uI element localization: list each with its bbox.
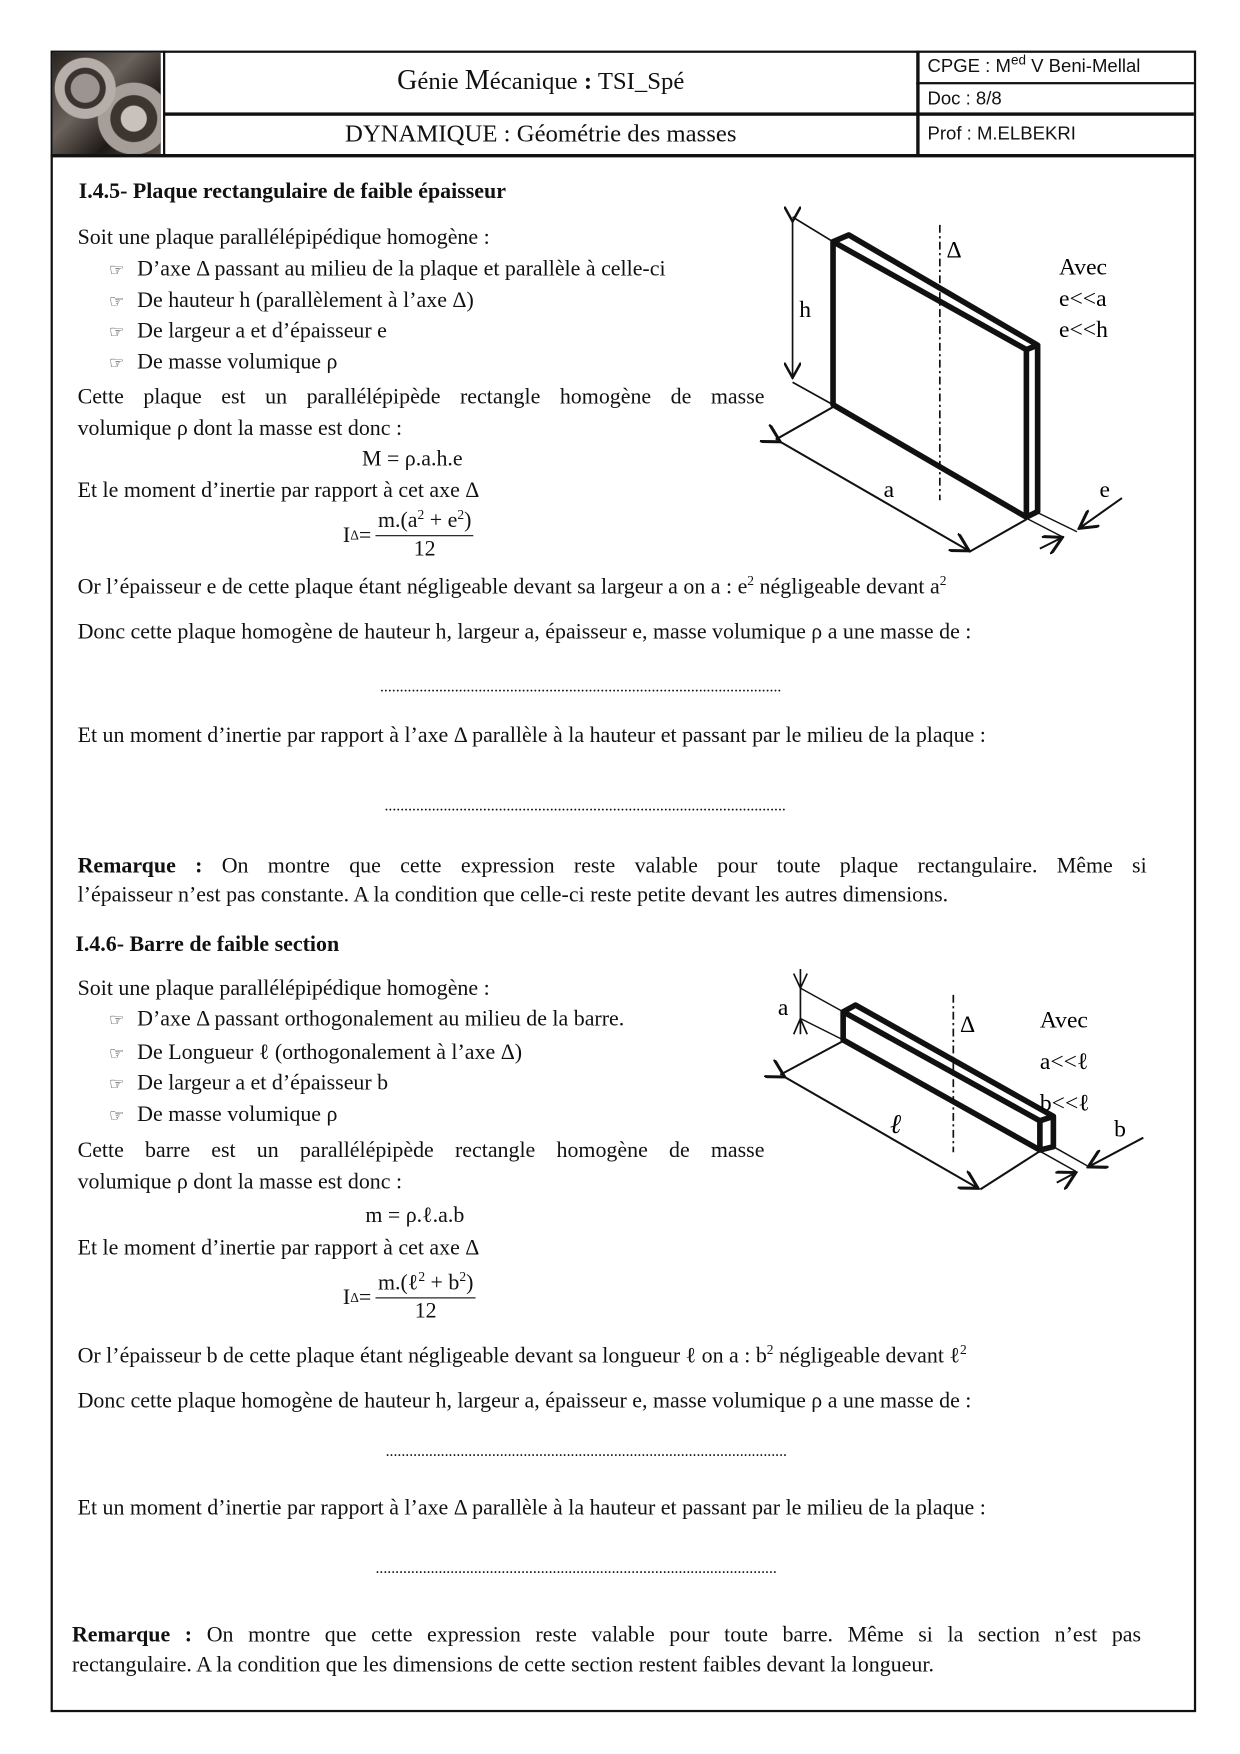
mass-formula: m = ρ.ℓ.a.b [365,1204,465,1228]
condition-label: e<<a [1058,285,1107,312]
formula-denominator: 12 [414,1299,437,1324]
a-dimension-arrows [794,969,807,1034]
moment-text: Et un moment d’inertie par rapport à l’axe Δ parallèle à la hauteur et passant par le milieu de la plaque : [77,1496,986,1520]
delta-label: Δ [946,237,962,264]
a-extension [800,1019,843,1040]
pointing-hand-icon: ☞ [109,1073,125,1094]
remark-line: l’épaisseur n’est pas constante. A la condition que celle-ci reste petite devant les autres dimensions. [77,883,949,908]
num-sup: 2 [459,1268,467,1285]
section-title: I.4.5- Plaque rectangulaire de faible épaisseur [78,179,506,204]
formula-denominator: 12 [413,537,436,561]
list-item-text: D’axe Δ passant orthogonalement au milieu de la barre. [137,1007,625,1031]
text-part: Or l’épaisseur b de cette plaque étant négligeable devant sa longueur ℓ on a : b [77,1344,767,1369]
formula-eq: = [358,1285,372,1310]
remark-text: On montre que cette expression reste valable pour toute barre. Même si la section n’est pas [192,1623,1142,1647]
a-label: a [883,476,895,503]
school-sup: ed [1010,52,1026,69]
text-part: négligeable devant ℓ [773,1344,960,1369]
a-label: a [777,995,789,1022]
pointing-hand-icon: ☞ [109,1043,125,1064]
delta-label: Δ [960,1012,976,1039]
list-item-text: De hauteur h (parallèlement à l’axe Δ) [137,288,474,313]
text-part: Or l’épaisseur e de cette plaque étant négligeable devant sa largeur a on a : e [77,575,748,600]
list-item-text: De largeur a et d’épaisseur e [137,319,387,343]
l-dimension-arrow [785,1077,978,1188]
text-sup: 2 [959,1341,967,1358]
paragraph-line: Cette plaque est un parallélépipède rectangle homogène de masse [77,385,765,410]
answer-blank-inertia[interactable]: ...................................................................................................... [375,1560,777,1578]
inertia-intro: Et le moment d’inertie par rapport à cet axe Δ [77,1236,480,1261]
list-item-text: De largeur a et d’épaisseur b [137,1071,389,1095]
prof-name: Prof : M.ELBEKRI [927,123,1076,144]
title-part: énie [417,66,465,95]
paragraph-line: volumique ρ dont la masse est donc : [77,417,403,441]
num-part: ) [464,509,472,533]
school-prefix: CPGE : M [927,56,1011,77]
answer-blank-inertia[interactable]: ...................................................................................................... [384,798,786,816]
answer-blank-mass[interactable]: ...................................................................................................... [379,679,782,696]
paragraph-line: Cette barre est un parallélépipède rectangle homogène de masse [77,1138,765,1163]
remark-line: rectangulaire. A la condition que les dimensions de cette section restent faibles devant la longueur. [71,1653,934,1678]
pointing-hand-icon: ☞ [109,321,125,342]
formula-sub: Δ [350,527,359,543]
b-extension [1053,1147,1087,1166]
num-sup: 2 [417,506,425,523]
title-part: G [397,65,418,96]
remark-label: Remarque : [77,854,203,879]
text-part: négligeable devant a [754,575,940,600]
text-sup: 2 [766,1341,774,1358]
intro-text: Soit une plaque parallélépipédique homogène : [77,225,490,250]
section-title: I.4.6- Barre de faible section [75,933,340,957]
title-part: M [464,65,490,96]
school-suffix: V Beni-Mellal [1025,56,1141,77]
mass-formula: M = ρ.a.h.e [361,447,463,472]
l-extension [780,1041,843,1075]
doc-number: Doc : 8/8 [927,88,1002,110]
b-dimension-arrow [1057,1173,1076,1183]
remark-text: On montre que cette expression reste valable pour toute plaque rectangulaire. Même si [202,854,1147,879]
b-label: b [1114,1116,1126,1143]
list-item-text: De Longueur ℓ (orthogonalement à l’axe Δ) [137,1041,523,1065]
paragraph-line: volumique ρ dont la masse est donc : [77,1170,403,1194]
condition-label: b<<ℓ [1039,1090,1090,1117]
l-label: ℓ [890,1109,902,1140]
intro-text: Soit une plaque parallélépipédique homogène : [77,976,490,1001]
title-part: : [583,66,593,95]
moment-text: Et un moment d’inertie par rapport à l’axe Δ parallèle à la hauteur et passant par le milieu de la plaque : [77,723,986,748]
avec-label: Avec [1039,1007,1088,1034]
avec-label: Avec [1058,254,1108,281]
pointing-hand-icon: ☞ [109,352,125,374]
e-label: e [1099,476,1110,503]
text-sup: 2 [939,572,947,589]
donc-text: Donc cette plaque homogène de hauteur h, largeur a, épaisseur e, masse volumique ρ a une masse de : [77,1389,972,1414]
list-item-text: De masse volumique ρ [137,1102,338,1127]
a-extension [800,988,843,1012]
pointing-hand-icon: ☞ [109,1009,125,1030]
num-part: m.(ℓ [377,1271,419,1296]
header-subtitle: DYNAMIQUE : Géométrie des masses [344,119,737,148]
num-part: m.(a [377,509,418,533]
pointing-hand-icon: ☞ [109,259,125,280]
h-label: h [799,297,812,324]
num-sup: 2 [418,1268,426,1285]
pointing-hand-icon: ☞ [109,1105,125,1126]
title-part: TSI_Spé [592,66,685,95]
num-sup: 2 [457,506,465,523]
num-part: + b [425,1271,460,1296]
condition-label: a<<ℓ [1039,1049,1089,1076]
formula-eq: = [358,523,372,547]
num-part: + e [424,509,458,533]
list-item-text: D’axe Δ passant au milieu de la plaque et parallèle à celle-ci [137,257,666,282]
b-extension [1040,1151,1076,1171]
l-extension [980,1151,1040,1189]
remark-label: Remarque : [71,1623,193,1647]
inertia-intro: Et le moment d’inertie par rapport à cet axe Δ [77,478,480,503]
formula-sub: Δ [350,1289,359,1306]
text-sup: 2 [747,572,755,589]
formula-lhs: I [342,1285,351,1310]
formula-lhs: I [342,523,351,547]
list-item-text: De masse volumique ρ [137,350,338,375]
title-part: écanique [489,66,584,95]
condition-label: e<<h [1058,317,1108,344]
num-part: ) [466,1271,474,1296]
answer-blank-mass[interactable]: ...................................................................................................... [385,1443,787,1461]
donc-text: Donc cette plaque homogène de hauteur h, largeur a, épaisseur e, masse volumique ρ a une masse de : [77,620,972,645]
pointing-hand-icon: ☞ [109,291,125,312]
